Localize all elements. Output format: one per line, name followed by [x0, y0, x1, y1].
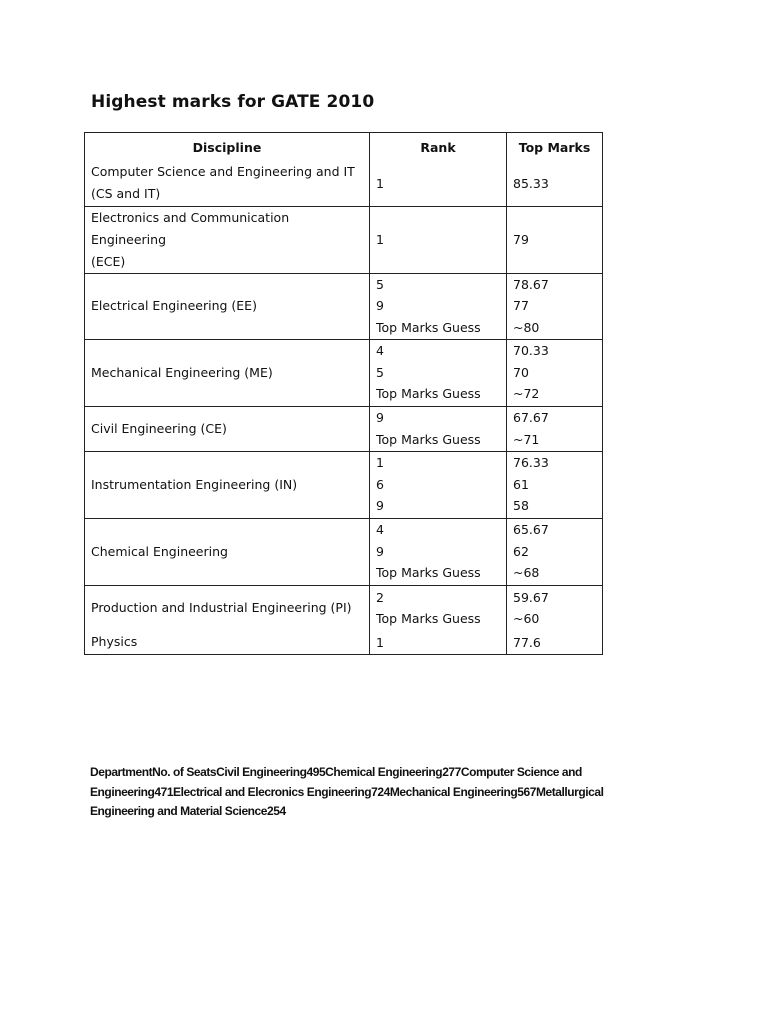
table-row: [85, 631, 603, 654]
discipline-cell: [85, 585, 370, 631]
rank-cell: [370, 631, 507, 654]
top-marks-value: ~80: [513, 319, 540, 335]
rank-cell: [370, 161, 507, 206]
discipline-line: Physics: [91, 634, 138, 650]
rank-value: 9: [376, 543, 384, 559]
table-row: [85, 518, 603, 585]
rank-value: 4: [376, 522, 384, 538]
rank-cell: [370, 451, 507, 518]
top-marks-value: 70: [513, 364, 529, 380]
rank-value: 1: [376, 231, 384, 247]
discipline-line: Mechanical Engineering (ME): [91, 364, 273, 380]
rank-value: 9: [376, 498, 384, 514]
top-marks-cell: [507, 518, 603, 585]
rank-cell: [370, 339, 507, 406]
rank-cell: [370, 206, 507, 273]
discipline-cell: [85, 518, 370, 585]
rank-value: Top Marks Guess: [376, 319, 481, 335]
rank-cell: [370, 273, 507, 339]
discipline-cell: [85, 631, 370, 654]
rank-value: 1: [376, 455, 384, 471]
discipline-line: (CS and IT): [91, 186, 161, 202]
rank-value: 1: [376, 634, 384, 650]
top-marks-cell: [507, 339, 603, 406]
table-row: [85, 585, 603, 631]
top-marks-value: ~68: [513, 565, 540, 581]
rank-value: Top Marks Guess: [376, 431, 481, 447]
rank-cell: [370, 518, 507, 585]
top-marks-value: 65.67: [513, 522, 549, 538]
top-marks-value: ~60: [513, 611, 540, 627]
table-row: [85, 273, 603, 339]
top-marks-value: 76.33: [513, 455, 549, 471]
rank-value: 4: [376, 343, 384, 359]
table-row: [85, 339, 603, 406]
table-row: [85, 206, 603, 273]
discipline-line: Chemical Engineering: [91, 543, 228, 559]
discipline-line: Electronics and Communication Engineering: [91, 209, 290, 247]
table-row: [85, 161, 603, 206]
top-marks-cell: [507, 206, 603, 273]
top-marks-value: 59.67: [513, 589, 549, 605]
table-row: [85, 451, 603, 518]
rank-value: Top Marks Guess: [376, 611, 481, 627]
seats-text: DepartmentNo. of SeatsCivil Engineering495Chemical Engineering277Computer Science and Engineering471Electrical and Elecronics Engineering724Mechanical Engineering567Metallurgical Engineering and Material Science254: [90, 765, 604, 818]
top-marks-value: 78.67: [513, 276, 549, 292]
discipline-line: (ECE): [91, 253, 126, 269]
top-marks-cell: [507, 273, 603, 339]
discipline-cell: [85, 406, 370, 451]
rank-value: Top Marks Guess: [376, 565, 481, 581]
rank-cell: [370, 585, 507, 631]
discipline-line: Civil Engineering (CE): [91, 420, 227, 436]
discipline-line: Instrumentation Engineering (IN): [91, 476, 298, 492]
header-top-marks: Top Marks: [507, 133, 603, 162]
top-marks-value: 62: [513, 543, 529, 559]
top-marks-cell: [507, 451, 603, 518]
rank-value: 9: [376, 298, 384, 314]
top-marks-value: 61: [513, 476, 529, 492]
header-discipline: Discipline: [85, 133, 370, 162]
discipline-line: Electrical Engineering (EE): [91, 298, 257, 313]
table-row: [85, 406, 603, 451]
top-marks-value: 77.6: [513, 634, 541, 650]
top-marks-value: 79: [513, 231, 529, 247]
top-marks-cell: [507, 406, 603, 451]
top-marks-cell: [507, 161, 603, 206]
rank-value: 1: [376, 175, 384, 191]
top-marks-value: 70.33: [513, 343, 549, 359]
rank-value: 2: [376, 589, 384, 605]
discipline-line: Computer Science and Engineering and IT: [91, 164, 355, 180]
top-marks-value: ~71: [513, 431, 540, 447]
table-header-row: [85, 133, 603, 162]
discipline-cell: [85, 451, 370, 518]
rank-value: Top Marks Guess: [376, 386, 481, 402]
page-title: Highest marks for GATE 2010: [91, 92, 375, 112]
rank-value: 6: [376, 476, 384, 492]
top-marks-value: ~72: [513, 386, 540, 402]
rank-value: 5: [376, 276, 384, 292]
discipline-cell: [85, 273, 370, 339]
top-marks-value: 67.67: [513, 410, 549, 425]
top-marks-cell: [507, 631, 603, 654]
rank-value: 5: [376, 364, 384, 380]
top-marks-cell: [507, 585, 603, 631]
discipline-cell: [85, 161, 370, 206]
rank-cell: [370, 406, 507, 451]
discipline-line: Production and Industrial Engineering (PI): [91, 600, 352, 616]
header-rank: Rank: [370, 133, 507, 162]
discipline-cell: [85, 339, 370, 406]
top-marks-value: 77: [513, 298, 529, 314]
marks-table: [84, 132, 603, 655]
discipline-cell: [85, 206, 370, 273]
top-marks-value: 58: [513, 498, 529, 514]
top-marks-value: 85.33: [513, 175, 549, 191]
rank-value: 9: [376, 410, 384, 425]
